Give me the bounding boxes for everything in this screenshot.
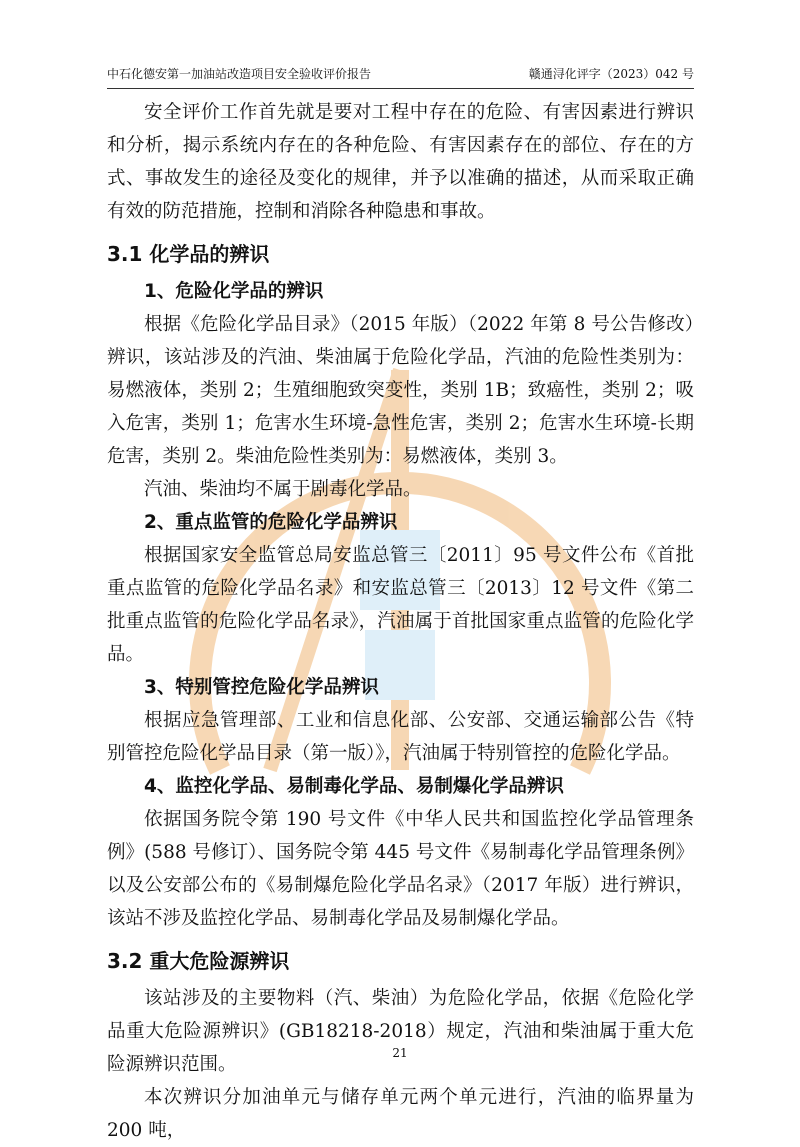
section-3-1-heading: 3.1 化学品的辨识 — [107, 242, 270, 266]
document-body — [107, 96, 694, 1147]
subsection-2-heading: 2、重点监管的危险化学品辨识 — [144, 512, 398, 533]
paragraph-monitored-chemicals: 依据国务院令第 190 号文件《中华人民共和国监控化学品管理条例》(588 号修订）、国务院令第 445 号文件《易制毒化学品管理条例》以及公安部公布的《易制爆危险化学品名录》（2017 年版）进行辨识，该站不涉及监控化学品、易制毒化学品及易制爆化学品。 — [107, 809, 694, 929]
paragraph-special-control: 根据应急管理部、工业和信息化部、公安部、交通运输部公告《特别管控危险化学品目录（第一版）》，汽油属于特别管控的危险化学品。 — [107, 710, 694, 764]
page-header — [107, 60, 694, 89]
paragraph-key-supervision: 根据国家安全监管总局安监总管三〔2011〕95 号文件公布《首批重点监管的危险化学品名录》和安监总管三〔2013〕12 号文件《第二批重点监管的危险化学品名录》，汽油属于首批国家重点监管的危险化学品。 — [107, 545, 694, 665]
header-title: 中石化德安第一加油站改造项目安全验收评价报告 — [107, 67, 372, 81]
page-number: 21 — [392, 1046, 408, 1060]
intro-paragraph: 安全评价工作首先就是要对工程中存在的危险、有害因素进行辨识和分析，揭示系统内存在的各种危险、有害因素存在的部位、存在的方式、事故发生的途径及变化的规律，并予以准确的描述，从而采取正确有效的防范措施，控制和消除各种隐患和事故。 — [107, 102, 694, 222]
header-report-number: 赣通浔化评字（2023）042 号 — [528, 67, 694, 81]
subsection-4-heading: 4、监控化学品、易制毒化学品、易制爆化学品辨识 — [144, 776, 564, 797]
subsection-3-heading: 3、特别管控危险化学品辨识 — [144, 677, 379, 698]
paragraph-major-hazard-scope: 该站涉及的主要物料（汽、柴油）为危险化学品，依据《危险化学品重大危险源辨识》(GB18218-2018）规定，汽油和柴油属于重大危险源辨识范围。 — [107, 988, 694, 1075]
section-3-2-heading: 3.2 重大危险源辨识 — [107, 949, 290, 973]
paragraph-highly-toxic: 汽油、柴油均不属于剧毒化学品。 — [144, 479, 422, 500]
subsection-1-heading: 1、危险化学品的辨识 — [144, 281, 324, 302]
paragraph-hazardous-chemicals: 根据《危险化学品目录》（2015 年版）（2022 年第 8 号公告修改）辨识，该站涉及的汽油、柴油属于危险化学品，汽油的危险性类别为：易燃液体，类别 2；生殖细胞致突变性，类别 1B；致癌性，类别 2；吸入危害，类别 1；危害水生环境-急性危害，类别 2；危害水生环境-长期危害，类别 2。柴油危险性类别为：易燃液体，类别 3。 — [107, 314, 694, 467]
paragraph-identification-units: 本次辨识分加油单元与储存单元两个单元进行，汽油的临界量为 200 吨， — [107, 1087, 694, 1141]
